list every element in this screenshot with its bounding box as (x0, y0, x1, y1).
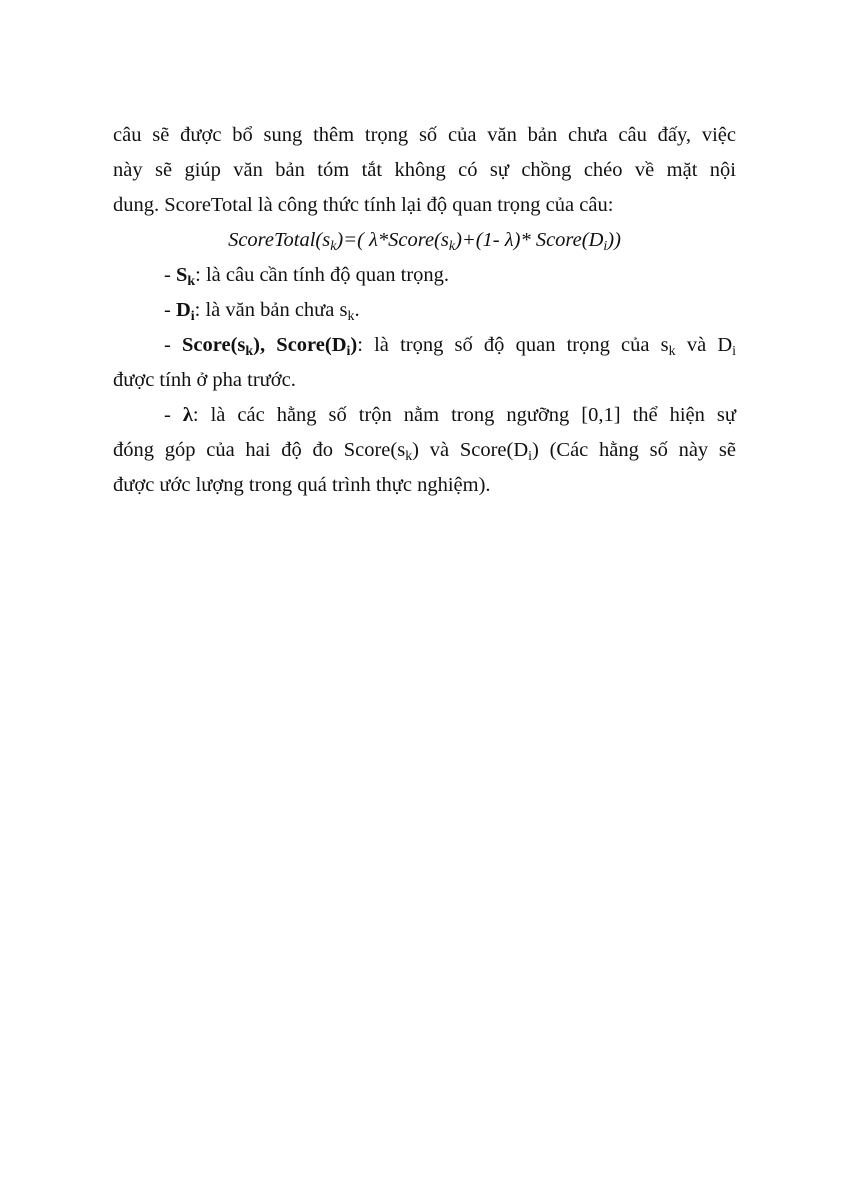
item-sk-dash: - (164, 264, 176, 286)
intro-paragraph (113, 118, 736, 223)
item-score-term1-end: ), Score(D (253, 334, 347, 356)
formula-end: )) (607, 229, 621, 251)
item-lambda-term: λ (182, 404, 193, 426)
item-sk-term-sub: k (187, 273, 196, 289)
item-score-text2-sub: i (732, 343, 737, 359)
intro-line-1: câu sẽ được bổ sung thêm trọng số của văn bản chưa câu đấy, việc (113, 124, 736, 146)
item-score-term1: Score(s (182, 334, 246, 356)
score-total-formula (113, 223, 736, 258)
item-lambda-text1: là các hằng số trộn nằm trong ngưỡng [0,1] thể hiện sự (198, 404, 736, 426)
item-di-text-sub: k (347, 308, 355, 324)
item-score-text2: và D (675, 334, 733, 356)
intro-line-2: này sẽ giúp văn bản tóm tắt không có sự chồng chéo về mặt nội (113, 159, 736, 181)
item-lambda-line2b-sub: i (528, 448, 532, 464)
item-sk-term-text: S (175, 264, 188, 286)
item-di-dash: - (164, 299, 176, 321)
item-lambda-line2c: ) (Các hằng số này sẽ (532, 439, 736, 461)
item-score-text1-sub: k (668, 343, 676, 359)
item-score-term1-sub: k (245, 343, 254, 359)
item-lambda-line-2 (113, 433, 736, 468)
item-di-term-text: D (175, 299, 191, 321)
item-lambda-dash: - (164, 404, 183, 426)
item-lambda-line2b: ) và Score(D (412, 439, 529, 461)
formula-mid1: )=( λ*Score(s (336, 229, 449, 251)
item-sk-text: là câu cần tính độ quan trọng. (200, 264, 450, 286)
formula-lhs: ScoreTotal(s (228, 229, 331, 251)
formula-mid2-sub: i (603, 238, 608, 254)
item-score-term2-end: ) (350, 334, 358, 356)
item-score-text1: là trọng số độ quan trọng của s (362, 334, 669, 356)
formula-mid1-sub: k (448, 238, 456, 254)
item-di-text-end: . (354, 299, 360, 321)
item-di-colon: : (194, 299, 201, 321)
item-lambda (113, 398, 736, 503)
item-di (113, 293, 736, 328)
item-score-line-1 (113, 328, 736, 363)
item-sk (113, 258, 736, 293)
item-score-colon: : (357, 334, 363, 356)
formula-lhs-sub: k (330, 238, 337, 254)
item-lambda-line-1 (113, 398, 736, 433)
item-score-dash: - (164, 334, 183, 356)
item-score (113, 328, 736, 398)
item-sk-colon: : (195, 264, 201, 286)
item-di-term-sub: i (190, 308, 195, 324)
intro-line-3: dung. ScoreTotal là công thức tính lại độ quan trọng của câu: (113, 194, 614, 216)
item-lambda-line2a-sub: k (405, 448, 413, 464)
document-body (113, 118, 736, 503)
item-score-line-2: được tính ở pha trước. (113, 369, 296, 391)
item-score-terms (182, 334, 358, 359)
formula-mid2: )+(1- λ)* Score(D (455, 229, 604, 251)
item-lambda-colon: : (192, 404, 199, 426)
item-di-term (175, 299, 195, 324)
item-di-text: là văn bản chưa s (200, 299, 348, 321)
item-lambda-line-3: được ước lượng trong quá trình thực nghiệm). (113, 474, 491, 496)
item-lambda-line2a: đóng góp của hai độ đo Score(s (113, 439, 406, 461)
item-score-term2-sub: i (346, 343, 351, 359)
item-sk-term (175, 264, 196, 289)
